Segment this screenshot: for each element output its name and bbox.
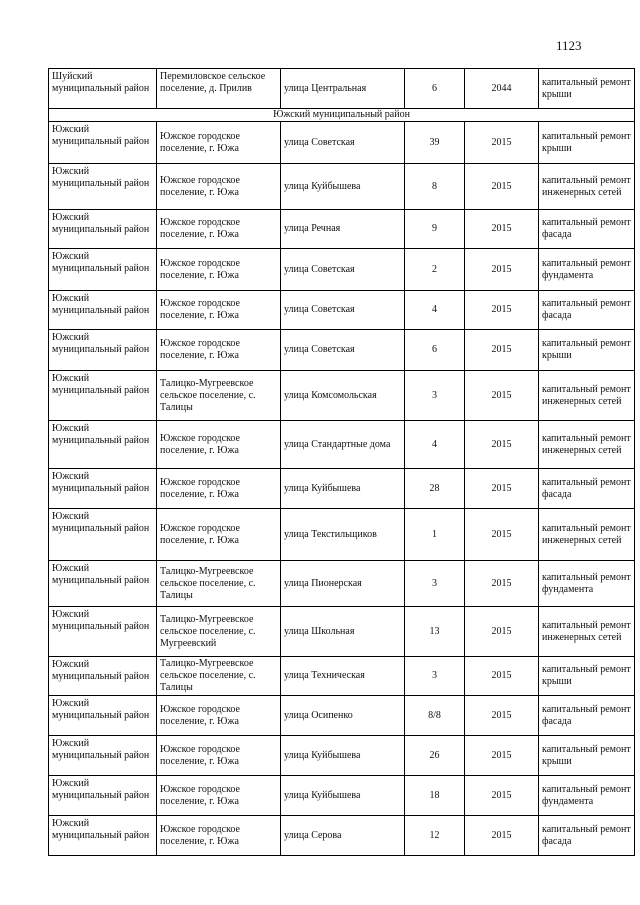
settlement-cell: Южское городское поселение, г. Южа — [157, 696, 281, 736]
settlement-cell: Талицко-Мугреевское сельское поселение, с. Мугреевский — [157, 607, 281, 657]
house-cell: 26 — [405, 736, 465, 776]
table-row — [49, 291, 635, 330]
district-cell: Южский муниципальный район — [49, 469, 157, 509]
house-cell: 8 — [405, 164, 465, 210]
street-cell: улица Советская — [281, 291, 405, 330]
work-cell: капитальный ремонт инженерных сетей — [539, 421, 635, 469]
house-cell: 8/8 — [405, 696, 465, 736]
work-cell: капитальный ремонт крыши — [539, 69, 635, 109]
house-cell: 39 — [405, 122, 465, 164]
work-cell: капитальный ремонт крыши — [539, 122, 635, 164]
work-cell: капитальный ремонт фундамента — [539, 776, 635, 816]
work-cell: капитальный ремонт фундамента — [539, 249, 635, 291]
work-cell: капитальный ремонт фасада — [539, 696, 635, 736]
table-row — [49, 330, 635, 371]
street-cell: улица Школьная — [281, 607, 405, 657]
settlement-cell: Южское городское поселение, г. Южа — [157, 816, 281, 856]
house-cell: 3 — [405, 371, 465, 421]
year-cell: 2015 — [465, 210, 539, 249]
district-cell: Южский муниципальный район — [49, 421, 157, 469]
table-row — [49, 69, 635, 109]
district-cell: Шуйский муниципальный район — [49, 69, 157, 109]
work-cell: капитальный ремонт фасада — [539, 816, 635, 856]
district-cell: Южский муниципальный район — [49, 371, 157, 421]
district-cell: Южский муниципальный район — [49, 122, 157, 164]
year-cell: 2015 — [465, 657, 539, 696]
settlement-cell: Талицко-Мугреевское сельское поселение, с. Талицы — [157, 657, 281, 696]
year-cell: 2044 — [465, 69, 539, 109]
year-cell: 2015 — [465, 291, 539, 330]
house-cell: 3 — [405, 561, 465, 607]
settlement-cell: Южское городское поселение, г. Южа — [157, 509, 281, 561]
section-row — [49, 109, 635, 122]
district-cell: Южский муниципальный район — [49, 330, 157, 371]
district-cell: Южский муниципальный район — [49, 249, 157, 291]
house-cell: 12 — [405, 816, 465, 856]
year-cell: 2015 — [465, 816, 539, 856]
table-row — [49, 696, 635, 736]
year-cell: 2015 — [465, 736, 539, 776]
table-row — [49, 607, 635, 657]
house-cell: 6 — [405, 69, 465, 109]
street-cell: улица Текстильщиков — [281, 509, 405, 561]
table-row — [49, 469, 635, 509]
work-cell: капитальный ремонт инженерных сетей — [539, 607, 635, 657]
settlement-cell: Талицко-Мугреевское сельское поселение, с. Талицы — [157, 561, 281, 607]
district-cell: Южский муниципальный район — [49, 607, 157, 657]
work-cell: капитальный ремонт крыши — [539, 736, 635, 776]
house-cell: 4 — [405, 421, 465, 469]
house-cell: 4 — [405, 291, 465, 330]
year-cell: 2015 — [465, 164, 539, 210]
year-cell: 2015 — [465, 696, 539, 736]
table-row — [49, 561, 635, 607]
settlement-cell: Южское городское поселение, г. Южа — [157, 122, 281, 164]
table-row — [49, 509, 635, 561]
house-cell: 6 — [405, 330, 465, 371]
table-row — [49, 371, 635, 421]
house-cell: 3 — [405, 657, 465, 696]
street-cell: улица Пионерская — [281, 561, 405, 607]
district-cell: Южский муниципальный район — [49, 210, 157, 249]
district-cell: Южский муниципальный район — [49, 509, 157, 561]
work-cell: капитальный ремонт фасада — [539, 291, 635, 330]
table-row — [49, 122, 635, 164]
street-cell: улица Техническая — [281, 657, 405, 696]
street-cell: улица Советская — [281, 249, 405, 291]
settlement-cell: Южское городское поселение, г. Южа — [157, 469, 281, 509]
work-cell: капитальный ремонт фасада — [539, 210, 635, 249]
year-cell: 2015 — [465, 421, 539, 469]
street-cell: улица Советская — [281, 330, 405, 371]
street-cell: улица Куйбышева — [281, 776, 405, 816]
page-number: 1123 — [556, 38, 582, 53]
settlement-cell: Южское городское поселение, г. Южа — [157, 291, 281, 330]
district-cell: Южский муниципальный район — [49, 816, 157, 856]
year-cell: 2015 — [465, 509, 539, 561]
table-row — [49, 657, 635, 696]
year-cell: 2015 — [465, 330, 539, 371]
district-cell: Южский муниципальный район — [49, 561, 157, 607]
street-cell: улица Центральная — [281, 69, 405, 109]
street-cell: улица Советская — [281, 122, 405, 164]
work-cell: капитальный ремонт инженерных сетей — [539, 509, 635, 561]
table-row — [49, 210, 635, 249]
section-title: Южский муниципальный район — [49, 109, 635, 122]
street-cell: улица Комсомольская — [281, 371, 405, 421]
year-cell: 2015 — [465, 249, 539, 291]
district-cell: Южский муниципальный район — [49, 164, 157, 210]
year-cell: 2015 — [465, 122, 539, 164]
house-cell: 28 — [405, 469, 465, 509]
settlement-cell: Южское городское поселение, г. Южа — [157, 249, 281, 291]
district-cell: Южский муниципальный район — [49, 696, 157, 736]
district-cell: Южский муниципальный район — [49, 657, 157, 696]
district-cell: Южский муниципальный район — [49, 776, 157, 816]
work-cell: капитальный ремонт фасада — [539, 469, 635, 509]
district-cell: Южский муниципальный район — [49, 291, 157, 330]
house-cell: 2 — [405, 249, 465, 291]
settlement-cell: Южское городское поселение, г. Южа — [157, 421, 281, 469]
year-cell: 2015 — [465, 561, 539, 607]
settlement-cell: Южское городское поселение, г. Южа — [157, 164, 281, 210]
year-cell: 2015 — [465, 371, 539, 421]
house-cell: 1 — [405, 509, 465, 561]
street-cell: улица Серова — [281, 816, 405, 856]
table-row — [49, 421, 635, 469]
house-cell: 9 — [405, 210, 465, 249]
work-cell: капитальный ремонт фундамента — [539, 561, 635, 607]
work-cell: капитальный ремонт инженерных сетей — [539, 371, 635, 421]
street-cell: улица Стандартные дома — [281, 421, 405, 469]
settlement-cell: Южское городское поселение, г. Южа — [157, 330, 281, 371]
housing-repair-table — [48, 68, 635, 856]
work-cell: капитальный ремонт инженерных сетей — [539, 164, 635, 210]
settlement-cell: Перемиловское сельское поселение, д. Прилив — [157, 69, 281, 109]
year-cell: 2015 — [465, 469, 539, 509]
settlement-cell: Южское городское поселение, г. Южа — [157, 776, 281, 816]
year-cell: 2015 — [465, 607, 539, 657]
table-row — [49, 776, 635, 816]
work-cell: капитальный ремонт крыши — [539, 657, 635, 696]
settlement-cell: Талицко-Мугреевское сельское поселение, с. Талицы — [157, 371, 281, 421]
table-row — [49, 164, 635, 210]
year-cell: 2015 — [465, 776, 539, 816]
settlement-cell: Южское городское поселение, г. Южа — [157, 210, 281, 249]
street-cell: улица Куйбышева — [281, 469, 405, 509]
street-cell: улица Куйбышева — [281, 736, 405, 776]
table-row — [49, 736, 635, 776]
street-cell: улица Куйбышева — [281, 164, 405, 210]
district-cell: Южский муниципальный район — [49, 736, 157, 776]
house-cell: 13 — [405, 607, 465, 657]
work-cell: капитальный ремонт крыши — [539, 330, 635, 371]
table-row — [49, 816, 635, 856]
settlement-cell: Южское городское поселение, г. Южа — [157, 736, 281, 776]
table-row — [49, 249, 635, 291]
street-cell: улица Речная — [281, 210, 405, 249]
street-cell: улица Осипенко — [281, 696, 405, 736]
house-cell: 18 — [405, 776, 465, 816]
